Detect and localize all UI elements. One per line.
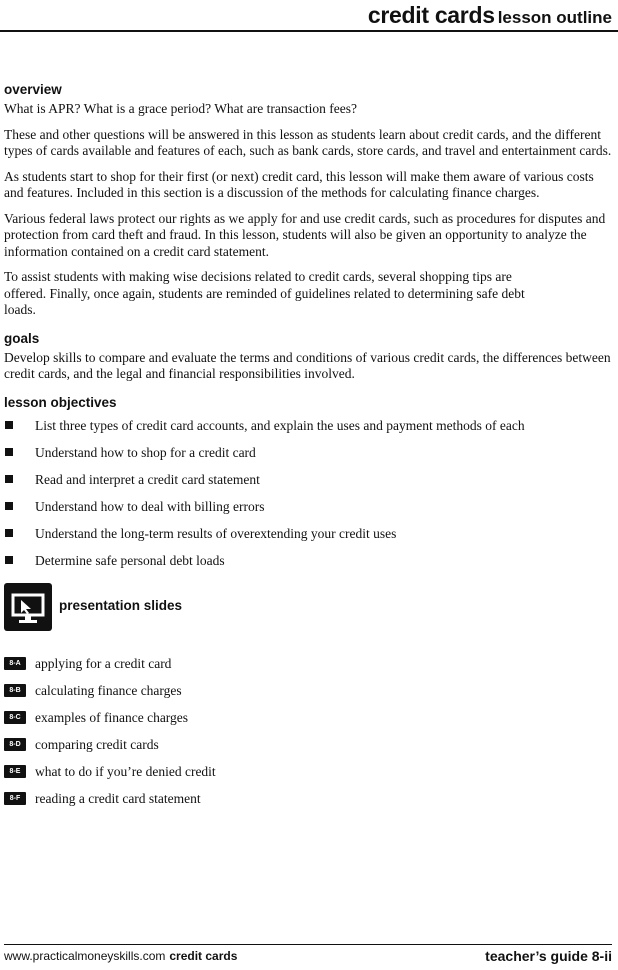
presentation-heading: presentation slides [59,597,183,613]
slide-tag: 8-E [4,765,26,778]
list-item [4,763,612,780]
slide-tag: 8-F [4,792,26,805]
list-item [4,682,612,699]
slide-label: examples of finance charges [35,709,189,725]
slide-tag: 8-D [4,738,26,751]
goals-heading: goals [4,330,40,346]
footer-guide-label: teacher’s guide 8-ii [485,948,612,964]
overview-paragraph: To assist students with making wise decisions related to credit cards, several shopping tips are offered. Finally, once again, students are reminded of guidelines related to determining safe debt loads. [4,269,525,317]
goals-text: Develop skills to compare and evaluate the terms and conditions of various credit cards, the differences between credit cards, and the legal and financial responsibilities involved. [4,349,611,381]
main-content [4,82,612,817]
objectives-list [4,417,612,569]
overview-heading: overview [4,82,62,97]
footer-url-link[interactable]: www.practicalmoneyskills.com [4,949,166,963]
page-header [0,0,618,32]
presentation-screen-icon [4,583,52,631]
bullet-icon [5,529,13,537]
objective-text: Understand how to shop for a credit card [35,444,256,460]
overview-paragraph: What is APR? What is a grace period? What are transaction fees? [4,101,357,116]
objective-text: Understand how to deal with billing errors [35,498,265,514]
list-item [4,471,612,488]
slide-label: applying for a credit card [35,655,172,671]
page-subtitle: lesson outline [497,8,612,27]
overview-paragraph: These and other questions will be answered in this lesson as students learn about credit cards, and the different types of cards available and features of each, such as bank cards, store cards, and travel and entertainment cards. [4,126,612,158]
list-item [4,655,612,672]
objective-text: Understand the long-term results of overextending your credit uses [35,525,397,541]
bullet-icon [5,448,13,456]
slides-list [4,655,612,807]
objective-text: Determine safe personal debt loads [35,552,225,568]
list-item [4,417,612,434]
slide-label: calculating finance charges [35,682,182,698]
bullet-icon [5,502,13,510]
overview-paragraph: Various federal laws protect our rights as we apply for and use credit cards, such as procedures for disputes and protection from card theft and fraud. In this lesson, students will also be given an opportunity to analyze the information contained on a credit card statement. [4,210,606,259]
slide-label: what to do if you’re denied credit [35,763,216,779]
presentation-section [4,583,612,633]
slide-tag: 8-B [4,684,26,697]
list-item [4,525,612,542]
slide-label: comparing credit cards [35,736,159,752]
list-item [4,552,612,569]
overview-paragraph: As students start to shop for their first (or next) credit card, this lesson will make them aware of various costs and features. Included in this section is a discussion of the methods for calculating finance charges. [4,168,594,200]
list-item [4,736,612,753]
footer-section: credit cards [169,949,238,963]
objective-text: List three types of credit card accounts, and explain the uses and payment methods of each [35,417,525,433]
slide-label: reading a credit card statement [35,790,201,806]
screen-cursor-icon [4,583,52,631]
slide-tag: 8-C [4,711,26,724]
slide-tag: 8-A [4,657,26,670]
page-title: credit cards [367,2,495,28]
list-item [4,444,612,461]
objectives-heading: lesson objectives [4,394,117,410]
list-item [4,790,612,807]
list-item [4,709,612,726]
objective-text: Read and interpret a credit card statement [35,471,260,487]
bullet-icon [5,421,13,429]
page-footer [4,944,612,967]
bullet-icon [5,475,13,483]
list-item [4,498,612,515]
bullet-icon [5,556,13,564]
